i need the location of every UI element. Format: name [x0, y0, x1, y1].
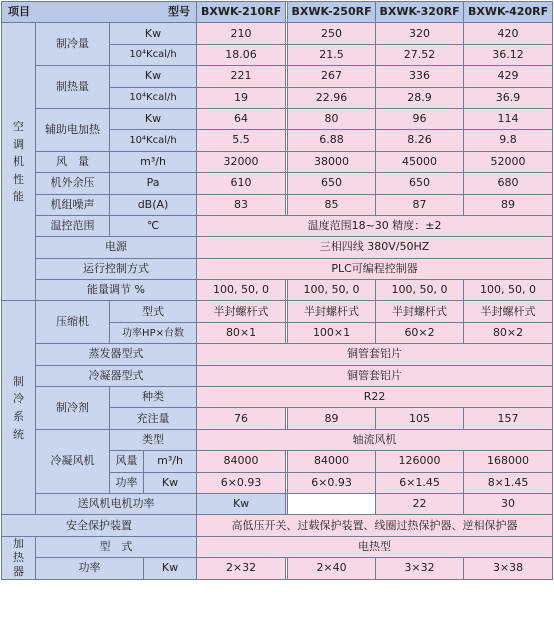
- compressor-label: 压缩机: [36, 301, 110, 344]
- heater-power-label: 功率: [36, 558, 144, 579]
- evaporator-label: 蒸发器型式: [36, 344, 197, 365]
- condenser-label: 冷凝器型式: [36, 365, 197, 386]
- cooling-kw-4: 420: [464, 23, 553, 44]
- energy-4: 100, 50, 0: [464, 280, 553, 301]
- airflow-3: 45000: [376, 151, 464, 172]
- airflow-4: 52000: [464, 151, 553, 172]
- condfan-type-label: 类型: [110, 429, 197, 450]
- group-heater: [2, 536, 36, 579]
- header-labels: [8, 6, 190, 18]
- control-value: PLC可编程控制器: [197, 258, 553, 279]
- model-3: BXWK-320RF: [376, 2, 464, 23]
- condfan-power-1: 6×0.93: [197, 472, 286, 493]
- condfan-air-label: 风量: [110, 451, 144, 472]
- evaporator-row: [2, 344, 553, 365]
- heating-label: 制热量: [36, 66, 110, 109]
- airflow-label: 风 量: [36, 151, 110, 172]
- heater-power-unit: Kw: [144, 558, 197, 579]
- power-label: 电源: [36, 237, 197, 258]
- noise-row: [2, 194, 553, 215]
- aux-kw-1: 64: [197, 108, 286, 129]
- condfan-air-unit: m³/h: [144, 451, 197, 472]
- condfan-power-label: 功率: [110, 472, 144, 493]
- aux-kcal-4: 9.8: [464, 130, 553, 151]
- condfan-air-4: 168000: [464, 451, 553, 472]
- charge-1: 76: [197, 408, 286, 429]
- group-ac-performance: [2, 23, 36, 301]
- energy-2: 100, 50, 0: [288, 280, 376, 301]
- heater-power-row: [2, 558, 553, 579]
- heating-unit-kcal: 10⁴Kcal/h: [110, 87, 197, 108]
- compressor-hp-2: 100×1: [288, 322, 376, 343]
- condenser-value: 铜管套铝片: [197, 365, 553, 386]
- header-cell: [2, 2, 197, 23]
- compressor-hp-4: 80×2: [464, 322, 553, 343]
- refrigerant-charge-label: 充注量: [110, 408, 197, 429]
- energy-row: [2, 280, 553, 301]
- pressure-3: 650: [376, 173, 464, 194]
- compressor-type-1: 半封螺杆式: [197, 301, 286, 322]
- model-2: BXWK-250RF: [288, 2, 376, 23]
- temp-label: 温控范围: [36, 215, 110, 236]
- heater-power-3: 3×32: [376, 558, 464, 579]
- heater-power-1: 2×32: [197, 558, 286, 579]
- compressor-type-row: [2, 301, 553, 322]
- model-1: BXWK-210RF: [197, 2, 286, 23]
- airflow-row: [2, 151, 553, 172]
- heating-kcal-4: 36.9: [464, 87, 553, 108]
- temp-row: [2, 215, 553, 236]
- charge-2: 89: [288, 408, 376, 429]
- compressor-hp-3: 60×2: [376, 322, 464, 343]
- airflow-unit: m³/h: [110, 151, 197, 172]
- supply-fan-label: 送风机电机功率: [36, 493, 197, 514]
- supply-fan-2: 22: [376, 493, 464, 514]
- control-label: 运行控制方式: [36, 258, 197, 279]
- power-row: [2, 237, 553, 258]
- heating-kw-4: 429: [464, 66, 553, 87]
- heater-type-value: 电热型: [197, 536, 553, 557]
- pressure-2: 650: [288, 173, 376, 194]
- cooling-kcal-4: 36.12: [464, 44, 553, 65]
- group-ref-label: 制冷系统: [13, 374, 24, 441]
- group-heater-label: 加热器: [13, 537, 24, 578]
- pressure-unit: Pa: [110, 173, 197, 194]
- condfan-type-value: 轴流风机: [197, 429, 553, 450]
- energy-label: 能量调节 %: [36, 280, 197, 301]
- compressor-type-4: 半封螺杆式: [464, 301, 553, 322]
- noise-unit: dB(A): [110, 194, 197, 215]
- model-4: BXWK-420RF: [464, 2, 553, 23]
- pressure-1: 610: [197, 173, 286, 194]
- charge-3: 105: [376, 408, 464, 429]
- energy-3: 100, 50, 0: [376, 280, 464, 301]
- header-item-label: 项目: [8, 5, 30, 19]
- condfan-air-3: 126000: [376, 451, 464, 472]
- col-separator: [288, 493, 376, 514]
- aux-kw-4: 114: [464, 108, 553, 129]
- group-ac-label: 空调机性能: [13, 119, 24, 204]
- temp-unit: ℃: [110, 215, 197, 236]
- condfan-type-row: [2, 429, 553, 450]
- power-value: 三相四线 380V/50HZ: [197, 237, 553, 258]
- group-refrigeration: [2, 301, 36, 515]
- spec-table: [1, 1, 553, 580]
- header-model-label: 型号: [168, 5, 191, 19]
- compressor-type-3: 半封螺杆式: [376, 301, 464, 322]
- control-row: [2, 258, 553, 279]
- pressure-row: [2, 173, 553, 194]
- cooling-kw-2: 250: [288, 23, 376, 44]
- aux-kcal-1: 5.5: [197, 130, 286, 151]
- heater-type-label: 型 式: [36, 536, 197, 557]
- noise-2: 85: [288, 194, 376, 215]
- heater-power-4: 3×38: [464, 558, 553, 579]
- compressor-hp-1: 80×1: [197, 322, 286, 343]
- compressor-type-label: 型式: [110, 301, 197, 322]
- safety-row: [2, 515, 553, 536]
- aux-kcal-2: 6.88: [288, 130, 376, 151]
- condfan-power-unit: Kw: [144, 472, 197, 493]
- heater-power-2: 2×40: [288, 558, 376, 579]
- aux-heat-row-kw: [2, 108, 553, 129]
- header-row: [2, 2, 553, 23]
- heating-row-kw: [2, 66, 553, 87]
- energy-1: 100, 50, 0: [197, 280, 286, 301]
- aux-kw-2: 80: [288, 108, 376, 129]
- condfan-air-1: 84000: [197, 451, 286, 472]
- condfan-air-2: 84000: [288, 451, 376, 472]
- supply-fan-row: [2, 493, 553, 514]
- heating-kcal-3: 28.9: [376, 87, 464, 108]
- heating-kw-2: 267: [288, 66, 376, 87]
- condfan-power-4: 8×1.45: [464, 472, 553, 493]
- noise-3: 87: [376, 194, 464, 215]
- condfan-label: 冷凝风机: [36, 429, 110, 493]
- cooling-unit-kw: Kw: [110, 23, 197, 44]
- cooling-label: 制冷量: [36, 23, 110, 66]
- pressure-label: 机外余压: [36, 173, 110, 194]
- aux-heat-unit-kcal: 10⁴Kcal/h: [110, 130, 197, 151]
- condfan-power-2: 6×0.93: [288, 472, 376, 493]
- heating-kw-3: 336: [376, 66, 464, 87]
- heating-unit-kw: Kw: [110, 66, 197, 87]
- cooling-kcal-3: 27.52: [376, 44, 464, 65]
- condfan-power-3: 6×1.45: [376, 472, 464, 493]
- pressure-4: 680: [464, 173, 553, 194]
- supply-fan-3: 30: [464, 493, 553, 514]
- charge-4: 157: [464, 408, 553, 429]
- compressor-hp-label: 功率HP×台数: [110, 322, 197, 343]
- cooling-unit-kcal: 10⁴Kcal/h: [110, 44, 197, 65]
- heating-kcal-1: 19: [197, 87, 286, 108]
- airflow-2: 38000: [288, 151, 376, 172]
- heating-kw-1: 221: [197, 66, 286, 87]
- condenser-row: [2, 365, 553, 386]
- refrigerant-label: 制冷剂: [36, 387, 110, 430]
- heating-kcal-2: 22.96: [288, 87, 376, 108]
- noise-1: 83: [197, 194, 286, 215]
- aux-kw-3: 96: [376, 108, 464, 129]
- supply-fan-unit: Kw: [197, 493, 286, 514]
- refrigerant-kind-row: [2, 387, 553, 408]
- cooling-kw-3: 320: [376, 23, 464, 44]
- cooling-kw-1: 210: [197, 23, 286, 44]
- cooling-kcal-1: 18.06: [197, 44, 286, 65]
- refrigerant-kind-label: 种类: [110, 387, 197, 408]
- compressor-type-2: 半封螺杆式: [288, 301, 376, 322]
- safety-label: 安全保护装置: [2, 515, 197, 536]
- temp-value: 温度范围18~30 精度：±2: [197, 215, 553, 236]
- cooling-kcal-2: 21.5: [288, 44, 376, 65]
- noise-4: 89: [464, 194, 553, 215]
- safety-value: 高低压开关、过载保护装置、线圈过热保护器、逆相保护器: [197, 515, 553, 536]
- aux-heat-label: 辅助电加热: [36, 108, 110, 151]
- evaporator-value: 铜管套铝片: [197, 344, 553, 365]
- aux-heat-unit-kw: Kw: [110, 108, 197, 129]
- noise-label: 机组噪声: [36, 194, 110, 215]
- airflow-1: 32000: [197, 151, 286, 172]
- heater-type-row: [2, 536, 553, 557]
- aux-kcal-3: 8.26: [376, 130, 464, 151]
- cooling-row-kw: [2, 23, 553, 44]
- refrigerant-kind-value: R22: [197, 387, 553, 408]
